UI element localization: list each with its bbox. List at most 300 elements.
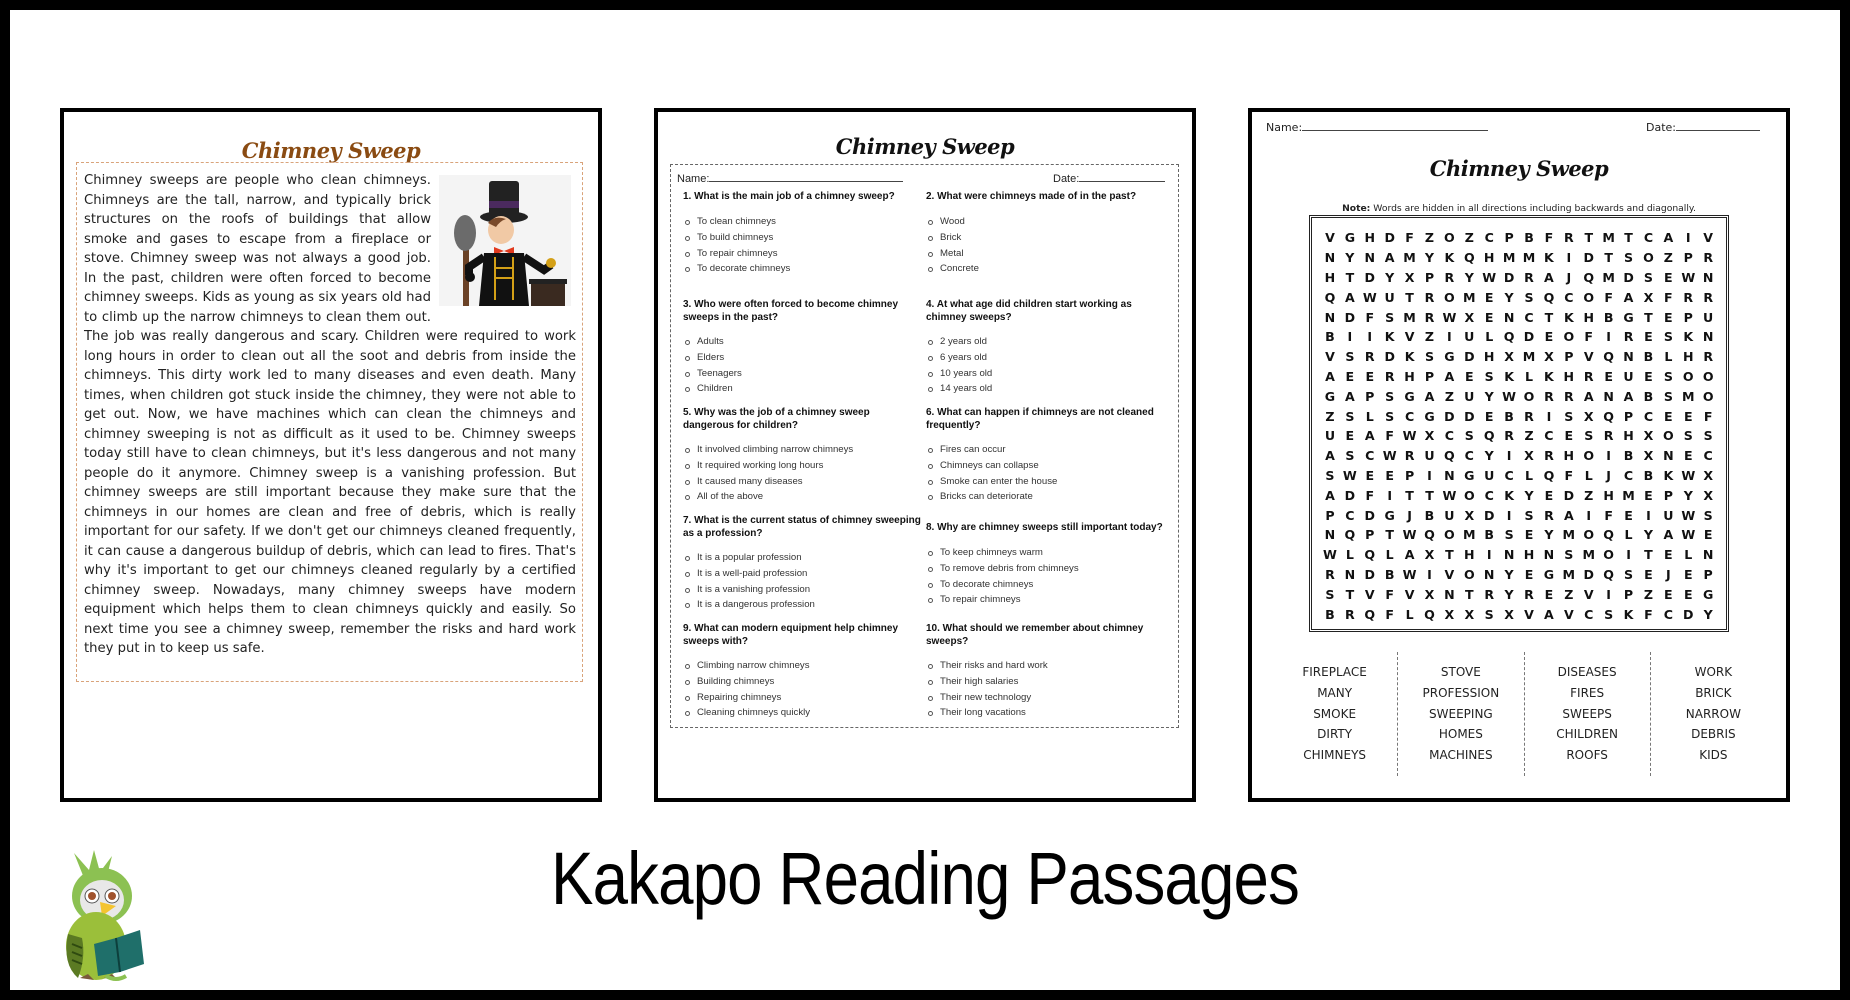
grid-letter[interactable]: U	[1484, 467, 1495, 483]
grid-letter[interactable]: T	[1644, 547, 1653, 563]
answer-option[interactable]: Concrete	[926, 261, 1169, 277]
grid-letter[interactable]: R	[1563, 230, 1574, 246]
grid-letter[interactable]: X	[1424, 586, 1435, 602]
grid-letter[interactable]: D	[1503, 269, 1515, 285]
grid-letter[interactable]: U	[1623, 368, 1634, 384]
grid-letter[interactable]: B	[1484, 527, 1494, 543]
answer-option[interactable]: Climbing narrow chimneys	[683, 658, 926, 674]
grid-letter[interactable]: Q	[1483, 428, 1495, 444]
grid-letter[interactable]: Q	[1543, 467, 1555, 483]
grid-letter[interactable]: S	[1703, 428, 1713, 444]
grid-letter[interactable]: W	[1323, 547, 1337, 563]
answer-option[interactable]: Cleaning chimneys quickly	[683, 705, 926, 721]
grid-letter[interactable]: G	[1404, 388, 1415, 404]
answer-option[interactable]: Wood	[926, 214, 1169, 230]
grid-letter[interactable]: D	[1344, 487, 1356, 503]
grid-letter[interactable]: O	[1444, 289, 1455, 305]
grid-letter[interactable]: O	[1523, 388, 1535, 404]
grid-letter[interactable]: X	[1643, 289, 1654, 305]
grid-letter[interactable]: S	[1624, 250, 1634, 266]
grid-letter[interactable]: I	[1367, 329, 1373, 345]
grid-letter[interactable]: C	[1584, 606, 1594, 622]
grid-letter[interactable]: C	[1345, 507, 1355, 523]
grid-letter[interactable]: A	[1623, 388, 1634, 404]
answer-option[interactable]: It caused many diseases	[683, 474, 926, 490]
grid-letter[interactable]: X	[1524, 448, 1534, 464]
grid-letter[interactable]: H	[1404, 368, 1415, 384]
grid-letter[interactable]: E	[1524, 566, 1534, 582]
grid-letter[interactable]: I	[1387, 487, 1393, 503]
grid-letter[interactable]: V	[1325, 230, 1335, 246]
grid-letter[interactable]: A	[1404, 547, 1415, 563]
grid-letter[interactable]: W	[1362, 289, 1377, 305]
grid-letter[interactable]: X	[1504, 349, 1514, 365]
grid-letter[interactable]: H	[1623, 428, 1634, 444]
grid-letter[interactable]: W	[1342, 467, 1357, 483]
grid-letter[interactable]: K	[1623, 606, 1634, 622]
grid-letter[interactable]: F	[1664, 289, 1673, 305]
grid-letter[interactable]: N	[1603, 388, 1614, 404]
grid-letter[interactable]: K	[1663, 467, 1674, 483]
grid-letter[interactable]: D	[1364, 269, 1375, 285]
grid-letter[interactable]: F	[1604, 289, 1613, 305]
grid-letter[interactable]: D	[1364, 507, 1375, 523]
grid-letter[interactable]: C	[1365, 448, 1375, 464]
grid-letter[interactable]: K	[1544, 368, 1554, 384]
grid-letter[interactable]: N	[1702, 329, 1714, 345]
grid-letter[interactable]: I	[1566, 250, 1572, 266]
grid-letter[interactable]: N	[1663, 448, 1674, 464]
grid-letter[interactable]: Q	[1344, 527, 1356, 543]
grid-letter[interactable]: J	[1407, 507, 1412, 523]
grid-letter[interactable]: W	[1681, 467, 1696, 483]
grid-letter[interactable]: P	[1683, 309, 1693, 325]
grid-letter[interactable]: E	[1484, 408, 1494, 424]
grid-letter[interactable]: M	[1463, 527, 1476, 543]
grid-letter[interactable]: I	[1646, 507, 1651, 523]
answer-option[interactable]: Brick	[926, 230, 1169, 246]
grid-letter[interactable]: V	[1444, 566, 1455, 582]
grid-letter[interactable]: H	[1464, 547, 1475, 563]
grid-letter[interactable]: M	[1582, 547, 1595, 563]
grid-letter[interactable]: T	[1405, 289, 1414, 305]
grid-letter[interactable]: U	[1444, 507, 1455, 523]
grid-letter[interactable]: R	[1484, 586, 1495, 602]
grid-letter[interactable]: Y	[1464, 269, 1474, 285]
grid-letter[interactable]: F	[1385, 428, 1394, 444]
grid-letter[interactable]: M	[1463, 289, 1476, 305]
grid-letter[interactable]: D	[1483, 507, 1495, 523]
grid-letter[interactable]: S	[1385, 309, 1395, 325]
grid-letter[interactable]: I	[1685, 230, 1691, 246]
grid-letter[interactable]: D	[1563, 487, 1575, 503]
grid-letter[interactable]: I	[1447, 329, 1452, 345]
grid-letter[interactable]: V	[1404, 329, 1415, 345]
grid-letter[interactable]: O	[1643, 250, 1654, 266]
grid-letter[interactable]: K	[1504, 368, 1514, 384]
answer-option[interactable]: It required working long hours	[683, 458, 926, 474]
grid-letter[interactable]: N	[1623, 349, 1634, 365]
grid-letter[interactable]: A	[1663, 527, 1674, 543]
grid-letter[interactable]: E	[1544, 586, 1554, 602]
grid-letter[interactable]: M	[1403, 250, 1416, 266]
grid-letter[interactable]: T	[1584, 230, 1594, 246]
grid-letter[interactable]: J	[1666, 566, 1671, 582]
grid-letter[interactable]: D	[1583, 250, 1594, 266]
grid-letter[interactable]: W	[1442, 309, 1457, 325]
grid-letter[interactable]: N	[1503, 547, 1515, 563]
grid-letter[interactable]: E	[1564, 428, 1574, 444]
grid-letter[interactable]: O	[1583, 527, 1595, 543]
answer-option[interactable]: Their risks and hard work	[926, 658, 1169, 674]
grid-letter[interactable]: O	[1463, 487, 1475, 503]
grid-letter[interactable]: U	[1424, 448, 1435, 464]
grid-letter[interactable]: R	[1544, 388, 1554, 404]
answer-option[interactable]: To clean chimneys	[683, 214, 926, 230]
grid-letter[interactable]: M	[1681, 388, 1695, 404]
grid-letter[interactable]: Z	[1663, 250, 1673, 266]
grid-letter[interactable]: K	[1563, 309, 1574, 325]
grid-letter[interactable]: O	[1583, 448, 1595, 464]
grid-letter[interactable]: U	[1464, 388, 1475, 404]
grid-letter[interactable]: E	[1544, 487, 1554, 503]
grid-letter[interactable]: W	[1442, 487, 1457, 503]
grid-letter[interactable]: E	[1664, 269, 1673, 285]
grid-letter[interactable]: H	[1563, 448, 1575, 464]
grid-letter[interactable]: X	[1424, 428, 1435, 444]
grid-letter[interactable]: I	[1486, 547, 1492, 563]
grid-letter[interactable]: E	[1524, 527, 1534, 543]
grid-letter[interactable]: D	[1523, 329, 1535, 345]
grid-letter[interactable]: W	[1482, 269, 1497, 285]
grid-letter[interactable]: L	[1365, 408, 1374, 424]
grid-letter[interactable]: P	[1365, 388, 1375, 404]
grid-letter[interactable]: Z	[1564, 586, 1574, 602]
grid-letter[interactable]: E	[1644, 487, 1653, 503]
grid-letter[interactable]: Y	[1385, 269, 1395, 285]
answer-option[interactable]: It is a dangerous profession	[683, 597, 926, 613]
grid-letter[interactable]: M	[1522, 349, 1536, 365]
answer-option[interactable]: Elders	[683, 350, 926, 366]
grid-letter[interactable]: Z	[1424, 329, 1435, 345]
grid-letter[interactable]: R	[1703, 349, 1714, 365]
grid-letter[interactable]: K	[1384, 329, 1395, 345]
grid-letter[interactable]: S	[1464, 428, 1474, 444]
grid-letter[interactable]: K	[1544, 250, 1554, 266]
grid-letter[interactable]: H	[1483, 349, 1495, 365]
grid-letter[interactable]: V	[1325, 349, 1335, 365]
grid-letter[interactable]: T	[1445, 547, 1454, 563]
grid-letter[interactable]: S	[1484, 368, 1494, 384]
grid-letter[interactable]: K	[1444, 250, 1455, 266]
grid-letter[interactable]: N	[1324, 309, 1336, 325]
answer-option[interactable]: Smoke can enter the house	[926, 474, 1169, 490]
grid-letter[interactable]: F	[1365, 487, 1375, 503]
grid-letter[interactable]: Q	[1364, 547, 1376, 563]
grid-letter[interactable]: W	[1402, 428, 1417, 444]
grid-letter[interactable]: K	[1504, 487, 1514, 503]
grid-letter[interactable]: B	[1384, 566, 1395, 582]
grid-letter[interactable]: L	[1624, 527, 1633, 543]
grid-letter[interactable]: E	[1664, 408, 1673, 424]
grid-letter[interactable]: O	[1444, 527, 1455, 543]
grid-letter[interactable]: A	[1444, 368, 1455, 384]
grid-letter[interactable]: C	[1663, 606, 1673, 622]
grid-letter[interactable]: N	[1503, 309, 1515, 325]
grid-letter[interactable]: X	[1544, 349, 1554, 365]
grid-letter[interactable]: G	[1623, 309, 1634, 325]
grid-letter[interactable]: Q	[1424, 606, 1435, 622]
grid-letter[interactable]: L	[1525, 467, 1534, 483]
grid-letter[interactable]: F	[1604, 507, 1613, 523]
grid-letter[interactable]: F	[1385, 606, 1394, 622]
grid-letter[interactable]: S	[1385, 408, 1395, 424]
grid-letter[interactable]: E	[1345, 368, 1355, 384]
grid-letter[interactable]: I	[1546, 408, 1552, 424]
grid-letter[interactable]: S	[1484, 606, 1494, 622]
grid-letter[interactable]: A	[1344, 289, 1355, 305]
grid-letter[interactable]: I	[1606, 329, 1611, 345]
grid-letter[interactable]: E	[1624, 507, 1633, 523]
grid-letter[interactable]: R	[1444, 269, 1455, 285]
grid-letter[interactable]: H	[1523, 547, 1535, 563]
grid-letter[interactable]: A	[1325, 487, 1335, 503]
grid-letter[interactable]: Z	[1524, 428, 1534, 444]
grid-letter[interactable]: D	[1583, 566, 1594, 582]
answer-option[interactable]: Chimneys can collapse	[926, 458, 1169, 474]
grid-letter[interactable]: X	[1464, 606, 1475, 622]
grid-letter[interactable]: O	[1463, 566, 1475, 582]
grid-letter[interactable]: E	[1683, 586, 1693, 602]
grid-letter[interactable]: A	[1325, 448, 1335, 464]
grid-letter[interactable]: R	[1524, 586, 1534, 602]
grid-letter[interactable]: I	[1586, 507, 1592, 523]
answer-option[interactable]: Their long vacations	[926, 705, 1169, 721]
grid-letter[interactable]: S	[1345, 448, 1355, 464]
grid-letter[interactable]: Z	[1444, 388, 1454, 404]
grid-letter[interactable]: S	[1703, 507, 1713, 523]
grid-letter[interactable]: N	[1364, 250, 1376, 266]
grid-letter[interactable]: E	[1484, 309, 1494, 325]
grid-letter[interactable]: G	[1444, 349, 1455, 365]
grid-letter[interactable]: F	[1405, 230, 1414, 246]
grid-letter[interactable]: C	[1484, 230, 1494, 246]
grid-letter[interactable]: E	[1345, 428, 1355, 444]
grid-letter[interactable]: Y	[1484, 448, 1494, 464]
answer-option[interactable]: Bricks can deteriorate	[926, 489, 1169, 505]
grid-letter[interactable]: E	[1664, 586, 1673, 602]
grid-letter[interactable]: Y	[1504, 566, 1514, 582]
grid-letter[interactable]: R	[1583, 368, 1594, 384]
grid-letter[interactable]: G	[1344, 230, 1356, 246]
grid-letter[interactable]: I	[1427, 467, 1432, 483]
grid-letter[interactable]: R	[1424, 289, 1435, 305]
grid-letter[interactable]: R	[1563, 388, 1574, 404]
grid-letter[interactable]: Y	[1504, 586, 1514, 602]
grid-letter[interactable]: X	[1703, 487, 1714, 503]
grid-letter[interactable]: D	[1623, 269, 1634, 285]
grid-letter[interactable]: R	[1623, 329, 1634, 345]
grid-letter[interactable]: C	[1504, 467, 1514, 483]
grid-letter[interactable]: E	[1484, 289, 1494, 305]
grid-letter[interactable]: S	[1524, 507, 1534, 523]
grid-letter[interactable]: I	[1606, 586, 1611, 602]
grid-letter[interactable]: N	[1702, 269, 1714, 285]
grid-letter[interactable]: P	[1404, 467, 1415, 483]
grid-letter[interactable]: E	[1664, 309, 1673, 325]
grid-letter[interactable]: U	[1703, 309, 1714, 325]
grid-letter[interactable]: P	[1623, 408, 1634, 424]
grid-letter[interactable]: S	[1663, 329, 1673, 345]
grid-letter[interactable]: L	[1345, 547, 1354, 563]
grid-letter[interactable]: C	[1444, 428, 1455, 444]
grid-letter[interactable]: V	[1404, 586, 1415, 602]
grid-letter[interactable]: E	[1683, 566, 1693, 582]
grid-letter[interactable]: E	[1664, 547, 1673, 563]
answer-option[interactable]: All of the above	[683, 489, 926, 505]
grid-letter[interactable]: Y	[1683, 487, 1693, 503]
grid-letter[interactable]: Y	[1504, 289, 1514, 305]
grid-letter[interactable]: C	[1484, 487, 1494, 503]
grid-letter[interactable]: Q	[1583, 269, 1595, 285]
grid-letter[interactable]: W	[1402, 566, 1417, 582]
grid-letter[interactable]: P	[1623, 586, 1634, 602]
grid-letter[interactable]: L	[1584, 467, 1593, 483]
grid-letter[interactable]: X	[1404, 269, 1415, 285]
grid-letter[interactable]: D	[1384, 230, 1395, 246]
answer-option[interactable]: To build chimneys	[683, 230, 926, 246]
answer-option[interactable]: Building chimneys	[683, 674, 926, 690]
grid-letter[interactable]: S	[1424, 349, 1435, 365]
grid-letter[interactable]: D	[1464, 408, 1475, 424]
grid-letter[interactable]: E	[1604, 368, 1613, 384]
grid-letter[interactable]: B	[1325, 606, 1335, 622]
grid-letter[interactable]: Z	[1464, 230, 1474, 246]
answer-option[interactable]: Fires can occur	[926, 442, 1169, 458]
grid-letter[interactable]: P	[1564, 349, 1574, 365]
grid-letter[interactable]: H	[1682, 349, 1694, 365]
grid-letter[interactable]: M	[1602, 230, 1615, 246]
grid-letter[interactable]: E	[1464, 368, 1474, 384]
grid-letter[interactable]: N	[1324, 250, 1336, 266]
grid-letter[interactable]: P	[1365, 527, 1375, 543]
grid-letter[interactable]: R	[1345, 606, 1355, 622]
grid-letter[interactable]: S	[1604, 606, 1614, 622]
grid-letter[interactable]: M	[1522, 250, 1536, 266]
grid-letter[interactable]: A	[1424, 388, 1435, 404]
grid-letter[interactable]: D	[1344, 309, 1356, 325]
grid-letter[interactable]: I	[1506, 507, 1512, 523]
grid-letter[interactable]: F	[1385, 586, 1394, 602]
grid-letter[interactable]: G	[1324, 388, 1336, 404]
grid-letter[interactable]: A	[1544, 269, 1554, 285]
grid-letter[interactable]: W	[1382, 448, 1397, 464]
grid-letter[interactable]: N	[1543, 547, 1555, 563]
grid-letter[interactable]: A	[1364, 428, 1375, 444]
grid-letter[interactable]: K	[1404, 349, 1415, 365]
answer-option[interactable]: Adults	[683, 334, 926, 350]
grid-letter[interactable]: H	[1583, 309, 1594, 325]
grid-letter[interactable]: Y	[1424, 250, 1435, 266]
grid-letter[interactable]: M	[1622, 487, 1635, 503]
grid-letter[interactable]: H	[1364, 230, 1376, 246]
grid-letter[interactable]: U	[1464, 329, 1475, 345]
grid-letter[interactable]: C	[1643, 408, 1654, 424]
grid-letter[interactable]: V	[1583, 349, 1594, 365]
grid-letter[interactable]: Q	[1543, 289, 1555, 305]
grid-letter[interactable]: M	[1562, 527, 1576, 543]
grid-letter[interactable]: X	[1464, 309, 1475, 325]
grid-letter[interactable]: W	[1502, 388, 1517, 404]
grid-letter[interactable]: B	[1603, 309, 1614, 325]
grid-letter[interactable]: W	[1681, 527, 1696, 543]
grid-letter[interactable]: S	[1325, 467, 1335, 483]
grid-letter[interactable]: H	[1324, 269, 1336, 285]
grid-letter[interactable]: E	[1644, 368, 1653, 384]
grid-letter[interactable]: Y	[1643, 527, 1654, 543]
grid-letter[interactable]: Y	[1544, 527, 1554, 543]
grid-letter[interactable]: T	[1624, 230, 1633, 246]
grid-letter[interactable]: C	[1623, 467, 1634, 483]
grid-letter[interactable]: A	[1544, 606, 1554, 622]
grid-letter[interactable]: B	[1643, 349, 1654, 365]
grid-letter[interactable]: E	[1365, 467, 1375, 483]
grid-letter[interactable]: O	[1444, 230, 1455, 246]
grid-letter[interactable]: E	[1385, 467, 1394, 483]
grid-letter[interactable]: U	[1384, 289, 1395, 305]
grid-letter[interactable]: D	[1683, 606, 1694, 622]
grid-letter[interactable]: R	[1703, 250, 1714, 266]
answer-option[interactable]: To remove debris from chimneys	[926, 561, 1169, 577]
grid-letter[interactable]: E	[1365, 368, 1375, 384]
grid-letter[interactable]: L	[1405, 606, 1414, 622]
grid-letter[interactable]: S	[1524, 289, 1534, 305]
grid-letter[interactable]: F	[1365, 309, 1375, 325]
grid-letter[interactable]: T	[1345, 269, 1355, 285]
grid-letter[interactable]: K	[1683, 329, 1694, 345]
grid-letter[interactable]: M	[1403, 309, 1416, 325]
grid-letter[interactable]: D	[1364, 566, 1375, 582]
grid-letter[interactable]: I	[1427, 566, 1432, 582]
grid-letter[interactable]: P	[1424, 368, 1435, 384]
grid-letter[interactable]: P	[1325, 507, 1335, 523]
grid-letter[interactable]: L	[1485, 329, 1494, 345]
grid-letter[interactable]: S	[1624, 566, 1634, 582]
answer-option[interactable]: To decorate chimneys	[683, 261, 926, 277]
grid-letter[interactable]: V	[1583, 586, 1594, 602]
grid-letter[interactable]: Q	[1424, 527, 1435, 543]
grid-letter[interactable]: F	[1584, 329, 1594, 345]
grid-letter[interactable]: T	[1604, 250, 1613, 266]
grid-letter[interactable]: Z	[1584, 487, 1594, 503]
answer-option[interactable]: Their new technology	[926, 690, 1169, 706]
grid-letter[interactable]: R	[1384, 368, 1395, 384]
grid-letter[interactable]: C	[1564, 289, 1574, 305]
answer-option[interactable]: 10 years old	[926, 366, 1169, 382]
answer-option[interactable]: To repair chimneys	[926, 592, 1169, 608]
grid-letter[interactable]: N	[1483, 566, 1495, 582]
grid-letter[interactable]: A	[1325, 368, 1335, 384]
grid-letter[interactable]: R	[1325, 566, 1335, 582]
grid-letter[interactable]: X	[1643, 428, 1654, 444]
grid-letter[interactable]: H	[1603, 487, 1614, 503]
grid-letter[interactable]: X	[1424, 547, 1435, 563]
grid-letter[interactable]: E	[1683, 408, 1693, 424]
answer-option[interactable]: Metal	[926, 246, 1169, 262]
grid-letter[interactable]: S	[1643, 269, 1653, 285]
grid-letter[interactable]: C	[1524, 309, 1534, 325]
grid-letter[interactable]: O	[1663, 428, 1674, 444]
